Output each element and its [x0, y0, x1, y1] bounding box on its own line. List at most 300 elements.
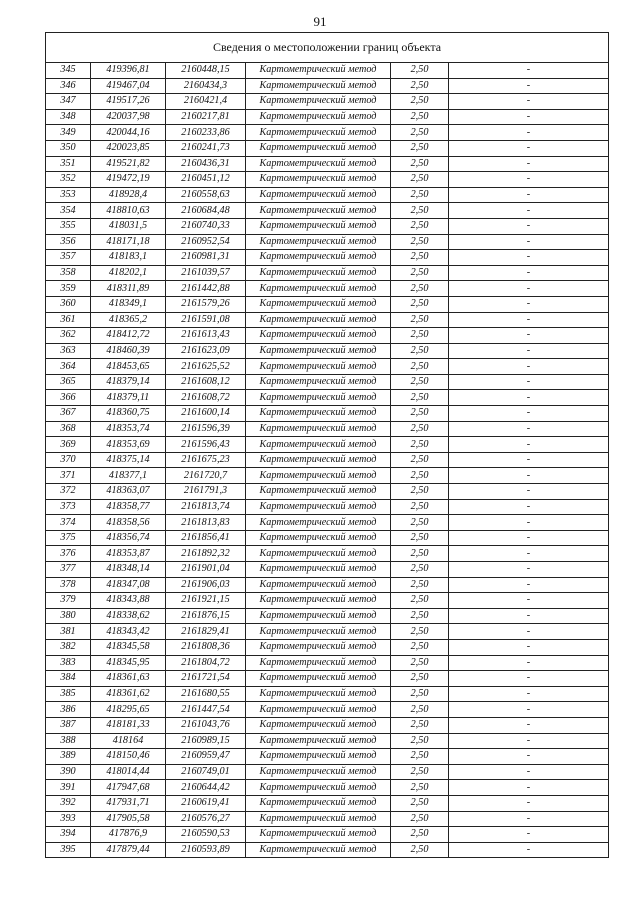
description-cell: - [449, 406, 609, 422]
point-number-cell: 387 [46, 717, 91, 733]
x-coordinate-cell: 418343,88 [91, 593, 166, 609]
y-coordinate-cell: 2161608,72 [166, 390, 246, 406]
method-cell: Картометрический метод [246, 655, 391, 671]
table-row [46, 639, 609, 655]
precision-cell: 2,50 [391, 437, 449, 453]
y-coordinate-cell: 2161721,54 [166, 671, 246, 687]
description-cell: - [449, 390, 609, 406]
method-cell: Картометрический метод [246, 234, 391, 250]
y-coordinate-cell: 2161901,04 [166, 562, 246, 578]
description-cell: - [449, 374, 609, 390]
method-cell: Картометрический метод [246, 780, 391, 796]
precision-cell: 2,50 [391, 234, 449, 250]
method-cell: Картометрический метод [246, 187, 391, 203]
table-body [46, 63, 609, 858]
table-row [46, 686, 609, 702]
precision-cell: 2,50 [391, 702, 449, 718]
y-coordinate-cell: 2161447,54 [166, 702, 246, 718]
y-coordinate-cell: 2161675,23 [166, 452, 246, 468]
x-coordinate-cell: 418412,72 [91, 328, 166, 344]
description-cell: - [449, 265, 609, 281]
x-coordinate-cell: 418171,18 [91, 234, 166, 250]
y-coordinate-cell: 2160684,48 [166, 203, 246, 219]
x-coordinate-cell: 418353,74 [91, 421, 166, 437]
x-coordinate-cell: 420044,16 [91, 125, 166, 141]
method-cell: Картометрический метод [246, 624, 391, 640]
description-cell: - [449, 811, 609, 827]
precision-cell: 2,50 [391, 764, 449, 780]
method-cell: Картометрический метод [246, 172, 391, 188]
table-row [46, 78, 609, 94]
method-cell: Картометрический метод [246, 608, 391, 624]
point-number-cell: 375 [46, 530, 91, 546]
point-number-cell: 393 [46, 811, 91, 827]
description-cell: - [449, 218, 609, 234]
point-number-cell: 390 [46, 764, 91, 780]
y-coordinate-cell: 2160989,15 [166, 733, 246, 749]
x-coordinate-cell: 420037,98 [91, 109, 166, 125]
x-coordinate-cell: 418353,87 [91, 546, 166, 562]
description-cell: - [449, 250, 609, 266]
y-coordinate-cell: 2160421,4 [166, 94, 246, 110]
precision-cell: 2,50 [391, 468, 449, 484]
table-row [46, 577, 609, 593]
precision-cell: 2,50 [391, 390, 449, 406]
precision-cell: 2,50 [391, 655, 449, 671]
precision-cell: 2,50 [391, 515, 449, 531]
point-number-cell: 367 [46, 406, 91, 422]
method-cell: Картометрический метод [246, 140, 391, 156]
point-number-cell: 345 [46, 63, 91, 79]
y-coordinate-cell: 2161043,76 [166, 717, 246, 733]
x-coordinate-cell: 418460,39 [91, 343, 166, 359]
point-number-cell: 382 [46, 639, 91, 655]
method-cell: Картометрический метод [246, 63, 391, 79]
precision-cell: 2,50 [391, 250, 449, 266]
method-cell: Картометрический метод [246, 562, 391, 578]
description-cell: - [449, 655, 609, 671]
table-row [46, 608, 609, 624]
description-cell: - [449, 234, 609, 250]
x-coordinate-cell: 418379,14 [91, 374, 166, 390]
description-cell: - [449, 343, 609, 359]
method-cell: Картометрический метод [246, 78, 391, 94]
point-number-cell: 380 [46, 608, 91, 624]
description-cell: - [449, 421, 609, 437]
y-coordinate-cell: 2160740,33 [166, 218, 246, 234]
point-number-cell: 356 [46, 234, 91, 250]
point-number-cell: 371 [46, 468, 91, 484]
table-row [46, 312, 609, 328]
y-coordinate-cell: 2161876,15 [166, 608, 246, 624]
description-cell: - [449, 780, 609, 796]
method-cell: Картометрический метод [246, 593, 391, 609]
table-row [46, 421, 609, 437]
precision-cell: 2,50 [391, 109, 449, 125]
y-coordinate-cell: 2161906,03 [166, 577, 246, 593]
point-number-cell: 373 [46, 499, 91, 515]
precision-cell: 2,50 [391, 78, 449, 94]
precision-cell: 2,50 [391, 546, 449, 562]
description-cell: - [449, 63, 609, 79]
precision-cell: 2,50 [391, 593, 449, 609]
method-cell: Картометрический метод [246, 702, 391, 718]
description-cell: - [449, 156, 609, 172]
method-cell: Картометрический метод [246, 281, 391, 297]
boundary-coordinates-table [45, 32, 609, 858]
point-number-cell: 379 [46, 593, 91, 609]
method-cell: Картометрический метод [246, 406, 391, 422]
precision-cell: 2,50 [391, 343, 449, 359]
precision-cell: 2,50 [391, 281, 449, 297]
method-cell: Картометрический метод [246, 94, 391, 110]
method-cell: Картометрический метод [246, 577, 391, 593]
precision-cell: 2,50 [391, 296, 449, 312]
precision-cell: 2,50 [391, 63, 449, 79]
table-row [46, 374, 609, 390]
page-number: 91 [313, 14, 327, 29]
y-coordinate-cell: 2160952,54 [166, 234, 246, 250]
table-row [46, 63, 609, 79]
precision-cell: 2,50 [391, 577, 449, 593]
description-cell: - [449, 562, 609, 578]
description-cell: - [449, 702, 609, 718]
method-cell: Картометрический метод [246, 686, 391, 702]
precision-cell: 2,50 [391, 125, 449, 141]
point-number-cell: 363 [46, 343, 91, 359]
table-row [46, 499, 609, 515]
description-cell: - [449, 624, 609, 640]
x-coordinate-cell: 417905,58 [91, 811, 166, 827]
point-number-cell: 392 [46, 795, 91, 811]
table-row [46, 234, 609, 250]
method-cell: Картометрический метод [246, 250, 391, 266]
y-coordinate-cell: 2160558,63 [166, 187, 246, 203]
method-cell: Картометрический метод [246, 811, 391, 827]
table-row [46, 749, 609, 765]
point-number-cell: 364 [46, 359, 91, 375]
precision-cell: 2,50 [391, 312, 449, 328]
method-cell: Картометрический метод [246, 437, 391, 453]
x-coordinate-cell: 418345,95 [91, 655, 166, 671]
description-cell: - [449, 296, 609, 312]
point-number-cell: 378 [46, 577, 91, 593]
y-coordinate-cell: 2161596,39 [166, 421, 246, 437]
method-cell: Картометрический метод [246, 827, 391, 843]
table-row [46, 390, 609, 406]
point-number-cell: 360 [46, 296, 91, 312]
x-coordinate-cell: 418379,11 [91, 390, 166, 406]
x-coordinate-cell: 418014,44 [91, 764, 166, 780]
method-cell: Картометрический метод [246, 312, 391, 328]
y-coordinate-cell: 2161623,09 [166, 343, 246, 359]
precision-cell: 2,50 [391, 811, 449, 827]
x-coordinate-cell: 417931,71 [91, 795, 166, 811]
point-number-cell: 395 [46, 842, 91, 858]
method-cell: Картометрический метод [246, 733, 391, 749]
x-coordinate-cell: 418358,56 [91, 515, 166, 531]
precision-cell: 2,50 [391, 717, 449, 733]
precision-cell: 2,50 [391, 421, 449, 437]
precision-cell: 2,50 [391, 780, 449, 796]
precision-cell: 2,50 [391, 172, 449, 188]
table-row [46, 125, 609, 141]
y-coordinate-cell: 2161600,14 [166, 406, 246, 422]
method-cell: Картометрический метод [246, 218, 391, 234]
table-row [46, 109, 609, 125]
point-number-cell: 374 [46, 515, 91, 531]
description-cell: - [449, 530, 609, 546]
y-coordinate-cell: 2161856,41 [166, 530, 246, 546]
table-row [46, 624, 609, 640]
x-coordinate-cell: 418202,1 [91, 265, 166, 281]
description-cell: - [449, 593, 609, 609]
table-row [46, 530, 609, 546]
point-number-cell: 347 [46, 94, 91, 110]
method-cell: Картометрический метод [246, 203, 391, 219]
y-coordinate-cell: 2160981,31 [166, 250, 246, 266]
description-cell: - [449, 671, 609, 687]
precision-cell: 2,50 [391, 452, 449, 468]
method-cell: Картометрический метод [246, 359, 391, 375]
x-coordinate-cell: 417947,68 [91, 780, 166, 796]
description-cell: - [449, 452, 609, 468]
description-cell: - [449, 515, 609, 531]
y-coordinate-cell: 2161680,55 [166, 686, 246, 702]
point-number-cell: 358 [46, 265, 91, 281]
y-coordinate-cell: 2161808,36 [166, 639, 246, 655]
y-coordinate-cell: 2161813,74 [166, 499, 246, 515]
y-coordinate-cell: 2160451,12 [166, 172, 246, 188]
y-coordinate-cell: 2161791,3 [166, 484, 246, 500]
x-coordinate-cell: 418150,46 [91, 749, 166, 765]
method-cell: Картометрический метод [246, 374, 391, 390]
description-cell: - [449, 437, 609, 453]
table-row [46, 187, 609, 203]
x-coordinate-cell: 418347,08 [91, 577, 166, 593]
method-cell: Картометрический метод [246, 499, 391, 515]
x-coordinate-cell: 418363,07 [91, 484, 166, 500]
y-coordinate-cell: 2161591,08 [166, 312, 246, 328]
y-coordinate-cell: 2161579,26 [166, 296, 246, 312]
y-coordinate-cell: 2160241,73 [166, 140, 246, 156]
precision-cell: 2,50 [391, 624, 449, 640]
x-coordinate-cell: 418345,58 [91, 639, 166, 655]
description-cell: - [449, 484, 609, 500]
y-coordinate-cell: 2160749,01 [166, 764, 246, 780]
table-row [46, 733, 609, 749]
table-row [46, 452, 609, 468]
y-coordinate-cell: 2161921,15 [166, 593, 246, 609]
method-cell: Картометрический метод [246, 671, 391, 687]
table-row [46, 406, 609, 422]
y-coordinate-cell: 2160434,3 [166, 78, 246, 94]
y-coordinate-cell: 2160448,15 [166, 63, 246, 79]
y-coordinate-cell: 2161596,43 [166, 437, 246, 453]
method-cell: Картометрический метод [246, 109, 391, 125]
method-cell: Картометрический метод [246, 328, 391, 344]
method-cell: Картометрический метод [246, 468, 391, 484]
point-number-cell: 389 [46, 749, 91, 765]
table-row [46, 328, 609, 344]
description-cell: - [449, 328, 609, 344]
x-coordinate-cell: 418358,77 [91, 499, 166, 515]
precision-cell: 2,50 [391, 156, 449, 172]
x-coordinate-cell: 418164 [91, 733, 166, 749]
table-row [46, 671, 609, 687]
method-cell: Картометрический метод [246, 421, 391, 437]
x-coordinate-cell: 417879,44 [91, 842, 166, 858]
table-row [46, 827, 609, 843]
x-coordinate-cell: 418377,1 [91, 468, 166, 484]
point-number-cell: 346 [46, 78, 91, 94]
table-row [46, 655, 609, 671]
y-coordinate-cell: 2161892,32 [166, 546, 246, 562]
table-row [46, 203, 609, 219]
description-cell: - [449, 608, 609, 624]
x-coordinate-cell: 418031,5 [91, 218, 166, 234]
x-coordinate-cell: 418348,14 [91, 562, 166, 578]
method-cell: Картометрический метод [246, 842, 391, 858]
point-number-cell: 388 [46, 733, 91, 749]
precision-cell: 2,50 [391, 328, 449, 344]
description-cell: - [449, 546, 609, 562]
description-cell: - [449, 749, 609, 765]
precision-cell: 2,50 [391, 530, 449, 546]
y-coordinate-cell: 2161608,12 [166, 374, 246, 390]
point-number-cell: 350 [46, 140, 91, 156]
table-row [46, 702, 609, 718]
y-coordinate-cell: 2160217,81 [166, 109, 246, 125]
x-coordinate-cell: 418375,14 [91, 452, 166, 468]
table-row [46, 515, 609, 531]
x-coordinate-cell: 419517,26 [91, 94, 166, 110]
method-cell: Картометрический метод [246, 639, 391, 655]
description-cell: - [449, 140, 609, 156]
point-number-cell: 394 [46, 827, 91, 843]
x-coordinate-cell: 417876,9 [91, 827, 166, 843]
x-coordinate-cell: 418338,62 [91, 608, 166, 624]
point-number-cell: 385 [46, 686, 91, 702]
point-number-cell: 372 [46, 484, 91, 500]
table-title-row [46, 33, 609, 63]
description-cell: - [449, 187, 609, 203]
point-number-cell: 355 [46, 218, 91, 234]
method-cell: Картометрический метод [246, 390, 391, 406]
point-number-cell: 359 [46, 281, 91, 297]
table-row [46, 281, 609, 297]
precision-cell: 2,50 [391, 140, 449, 156]
description-cell: - [449, 827, 609, 843]
method-cell: Картометрический метод [246, 515, 391, 531]
x-coordinate-cell: 418349,1 [91, 296, 166, 312]
point-number-cell: 386 [46, 702, 91, 718]
x-coordinate-cell: 418311,89 [91, 281, 166, 297]
description-cell: - [449, 639, 609, 655]
x-coordinate-cell: 418343,42 [91, 624, 166, 640]
table-row [46, 94, 609, 110]
description-cell: - [449, 281, 609, 297]
y-coordinate-cell: 2160436,31 [166, 156, 246, 172]
table-row [46, 172, 609, 188]
table-row [46, 359, 609, 375]
table-row [46, 795, 609, 811]
precision-cell: 2,50 [391, 265, 449, 281]
method-cell: Картометрический метод [246, 764, 391, 780]
x-coordinate-cell: 418361,63 [91, 671, 166, 687]
table-row [46, 296, 609, 312]
x-coordinate-cell: 418928,4 [91, 187, 166, 203]
x-coordinate-cell: 419467,04 [91, 78, 166, 94]
table-row [46, 546, 609, 562]
table-row [46, 140, 609, 156]
y-coordinate-cell: 2160619,41 [166, 795, 246, 811]
point-number-cell: 384 [46, 671, 91, 687]
point-number-cell: 369 [46, 437, 91, 453]
table-row [46, 156, 609, 172]
precision-cell: 2,50 [391, 218, 449, 234]
point-number-cell: 365 [46, 374, 91, 390]
y-coordinate-cell: 2161442,88 [166, 281, 246, 297]
method-cell: Картометрический метод [246, 795, 391, 811]
precision-cell: 2,50 [391, 827, 449, 843]
y-coordinate-cell: 2161625,52 [166, 359, 246, 375]
point-number-cell: 366 [46, 390, 91, 406]
point-number-cell: 361 [46, 312, 91, 328]
precision-cell: 2,50 [391, 374, 449, 390]
description-cell: - [449, 203, 609, 219]
description-cell: - [449, 717, 609, 733]
precision-cell: 2,50 [391, 359, 449, 375]
y-coordinate-cell: 2161804,72 [166, 655, 246, 671]
x-coordinate-cell: 418295,65 [91, 702, 166, 718]
table-row [46, 437, 609, 453]
x-coordinate-cell: 419521,82 [91, 156, 166, 172]
precision-cell: 2,50 [391, 187, 449, 203]
table-row [46, 343, 609, 359]
description-cell: - [449, 577, 609, 593]
x-coordinate-cell: 419396,81 [91, 63, 166, 79]
table-row [46, 842, 609, 858]
method-cell: Картометрический метод [246, 452, 391, 468]
method-cell: Картометрический метод [246, 125, 391, 141]
precision-cell: 2,50 [391, 749, 449, 765]
x-coordinate-cell: 418365,2 [91, 312, 166, 328]
description-cell: - [449, 94, 609, 110]
precision-cell: 2,50 [391, 562, 449, 578]
x-coordinate-cell: 418183,1 [91, 250, 166, 266]
description-cell: - [449, 78, 609, 94]
table-row [46, 780, 609, 796]
x-coordinate-cell: 418810,63 [91, 203, 166, 219]
y-coordinate-cell: 2160576,27 [166, 811, 246, 827]
description-cell: - [449, 686, 609, 702]
description-cell: - [449, 468, 609, 484]
method-cell: Картометрический метод [246, 296, 391, 312]
precision-cell: 2,50 [391, 733, 449, 749]
method-cell: Картометрический метод [246, 546, 391, 562]
y-coordinate-cell: 2161720,7 [166, 468, 246, 484]
precision-cell: 2,50 [391, 795, 449, 811]
y-coordinate-cell: 2161613,43 [166, 328, 246, 344]
x-coordinate-cell: 420023,85 [91, 140, 166, 156]
precision-cell: 2,50 [391, 671, 449, 687]
precision-cell: 2,50 [391, 406, 449, 422]
x-coordinate-cell: 418356,74 [91, 530, 166, 546]
description-cell: - [449, 125, 609, 141]
table-row [46, 468, 609, 484]
table-row [46, 811, 609, 827]
